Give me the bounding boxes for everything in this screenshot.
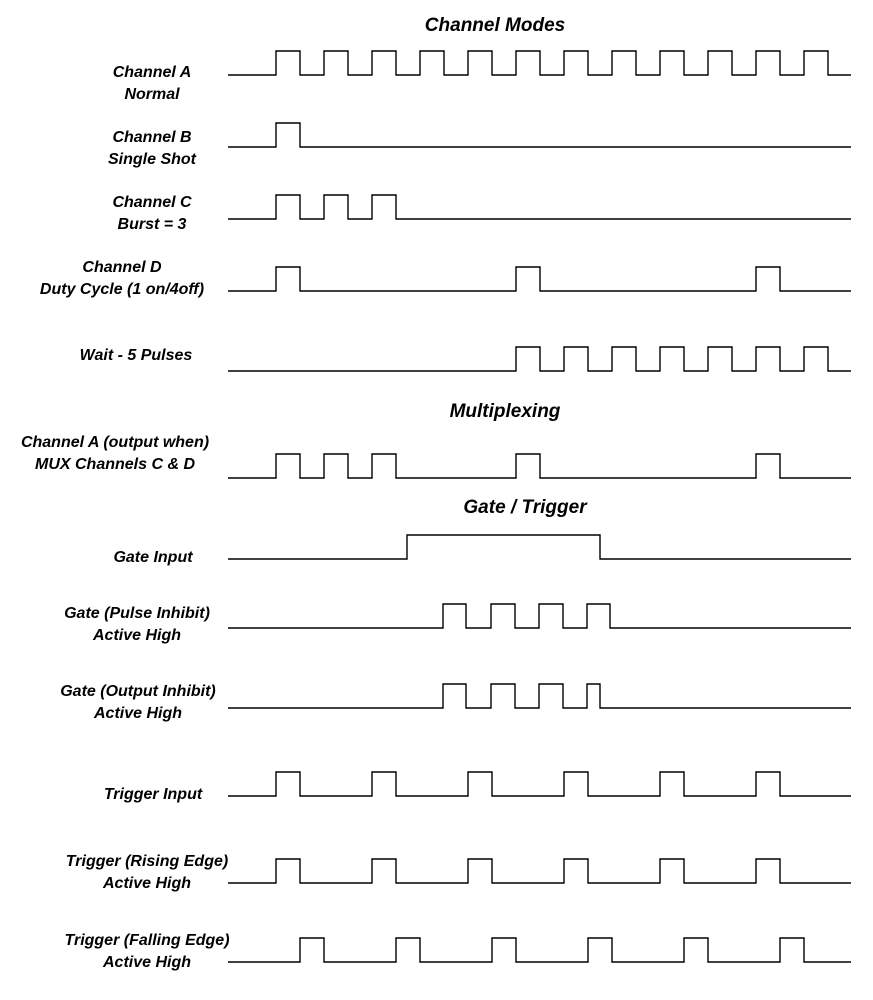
waveform-gate-pulse-inhibit — [228, 604, 851, 628]
label-wait-5-pulses: Wait - 5 Pulses — [79, 347, 193, 364]
label-channel-a-normal: Channel A Normal — [112, 64, 192, 103]
waveform-wait-5-pulses — [228, 347, 851, 371]
waveform-channel-d-duty-cycle — [228, 267, 851, 291]
label-trigger-rising-edge: Trigger (Rising Edge) Active High — [65, 853, 229, 892]
label-gate-output-inhibit: Gate (Output Inhibit) Active High — [60, 683, 216, 722]
label-channel-b-single-shot: Channel B Single Shot — [108, 129, 196, 168]
waveform-channel-b-single-shot — [228, 123, 851, 147]
heading-channel-modes: Channel Modes — [424, 15, 566, 36]
heading-multiplexing: Multiplexing — [449, 401, 561, 422]
label-gate-pulse-inhibit: Gate (Pulse Inhibit) Active High — [64, 605, 210, 644]
label-channel-d-duty-cycle: Channel D Duty Cycle (1 on/4off) — [39, 259, 205, 298]
waveform-gate-output-inhibit — [228, 684, 851, 708]
waveform-trigger-falling-edge — [228, 938, 851, 962]
waveform-trigger-rising-edge — [228, 859, 851, 883]
label-trigger-falling-edge: Trigger (Falling Edge) Active High — [64, 932, 230, 971]
waveform-channel-a-mux — [228, 454, 851, 478]
label-gate-input: Gate Input — [113, 549, 193, 566]
waveform-trigger-input — [228, 772, 851, 796]
label-channel-a-mux: Channel A (output when) MUX Channels C & D — [20, 434, 210, 473]
waveform-gate-input — [228, 535, 851, 559]
label-channel-c-burst: Channel C Burst = 3 — [112, 194, 192, 233]
waveform-channel-c-burst — [228, 195, 851, 219]
heading-gate-trigger: Gate / Trigger — [463, 497, 587, 518]
waveform-channel-a-normal — [228, 51, 851, 75]
label-trigger-input: Trigger Input — [103, 786, 203, 803]
